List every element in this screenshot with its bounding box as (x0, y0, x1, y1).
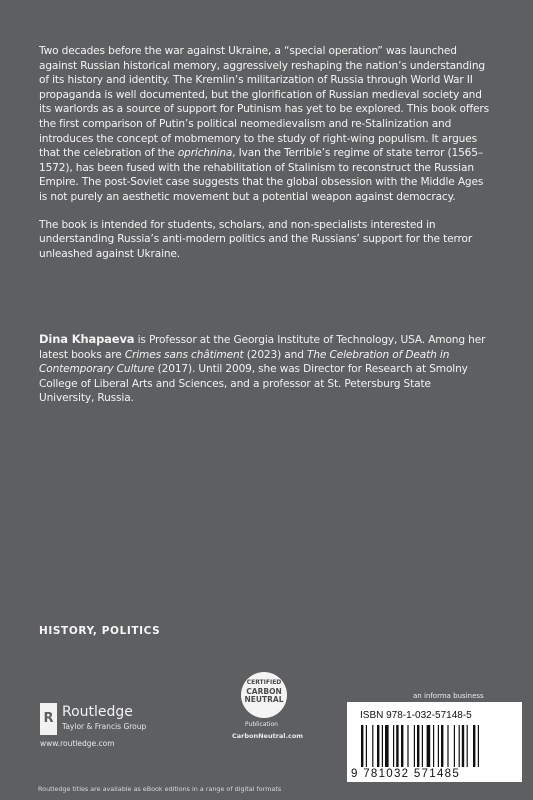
author-name: Dina Khapaeva (39, 332, 135, 346)
carbon-url: CarbonNeutral.com (232, 732, 304, 740)
isbn-barcode-box (347, 702, 522, 782)
publisher-block (40, 703, 200, 753)
book-title-2: The Celebration of Death in Contemporary Culture (39, 348, 450, 376)
italic-term: oprichnina (177, 147, 233, 160)
blurb-paragraph-1: Two decades before the war against Ukraine, a “special operation” was launched against Russian historical memory, aggressively reshaping the nation’s understanding of its history and identity. The Kremlin’s militarization of Russia through World War II propaganda is well documented, but the glorification of Russian medieval society and its warlords as a source of support for Putinism has yet to be explored. This book offers the first comparison of Putin’s political neomedievalism and re-Stalinization and introduces the concept of mobmemory to the study of right-wing populism. It argues that the celebration of the oprichnina, Ivan the Terrible’s regime of state terror (1565–1572), has been fused with the rehabilitation of Stalinism to reconstruct the Russian Empire. The post-Soviet case suggests that the global obsession with the Middle Ages is not purely an aesthetic movement but a potential weapon against democracy. (39, 45, 489, 203)
barcode-digits: 9 781032 571485 (351, 768, 461, 780)
barcode-icon (359, 725, 519, 771)
publisher-url: www.routledge.com (40, 739, 115, 748)
ebook-footer-note: Routledge titles are available as eBook editions in a range of digital formats (38, 785, 282, 793)
publisher-name: Routledge (62, 704, 133, 720)
carbon-seal-icon: CERTIFIED CARBON NEUTRAL (241, 672, 287, 718)
book-title-1: Crimes sans châtiment (124, 348, 244, 361)
book-blurb (39, 44, 489, 274)
isbn-number: ISBN 978-1-032-57148-5 (360, 710, 472, 721)
blurb-paragraph-2: The book is intended for students, scholars, and non-specialists interested in understanding Russia’s anti-modern politics and the Russians’ support for the terror unleashed against Ukraine. (39, 218, 473, 260)
informa-tagline: an informa business (413, 692, 484, 700)
carbon-publication-label: Publication (245, 721, 278, 728)
publisher-group: Taylor & Francis Group (62, 722, 147, 731)
carbon-neutral-badge (231, 672, 304, 744)
routledge-logo-icon: R (40, 703, 57, 735)
subject-category: HISTORY, POLITICS (39, 625, 161, 637)
author-bio: Dina Khapaeva is Professor at the Georgia Institute of Technology, USA. Among her latest books are Crimes sans châtiment (2023) and The Celebration of Death in Contemporary Culture (2017). Until 2009, she was Director for Research at Smolny College of Liberal Arts and Sciences, and a professor at St. Petersburg State University, Russia. (39, 332, 486, 405)
